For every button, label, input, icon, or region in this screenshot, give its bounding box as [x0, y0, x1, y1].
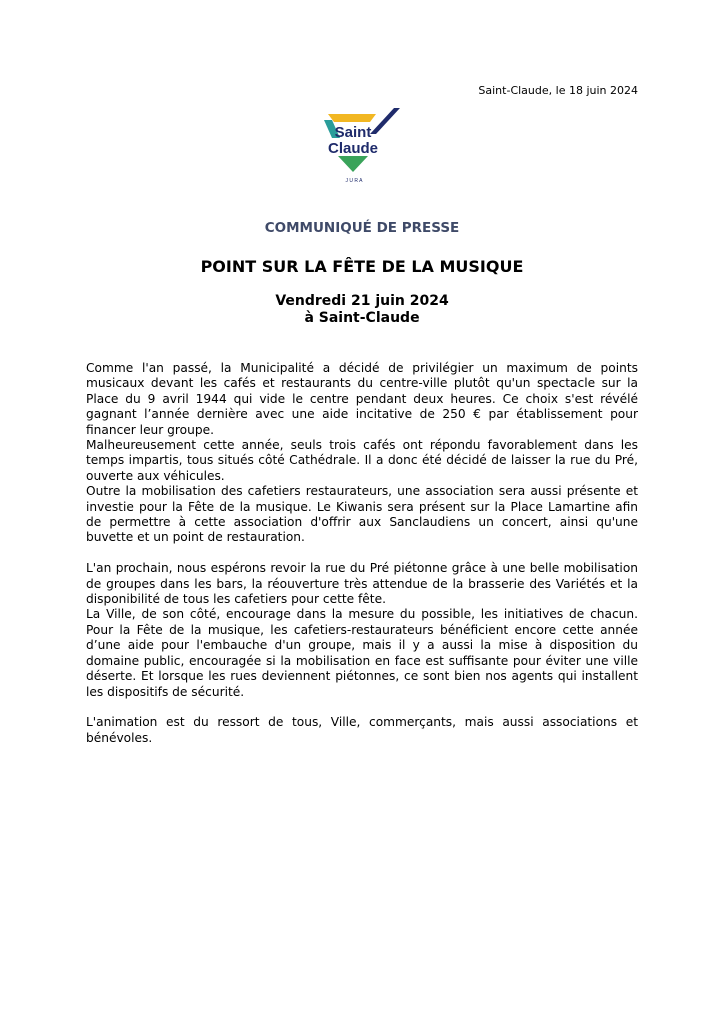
- date-line: Saint-Claude, le 18 juin 2024: [478, 84, 638, 97]
- event-date: Vendredi 21 juin 2024: [275, 293, 449, 309]
- event-date-block: [0, 293, 724, 327]
- press-release-label: COMMUNIQUÉ DE PRESSE: [264, 220, 460, 236]
- paragraph: La Ville, de son côté, encourage dans la mesure du possible, les initiatives de chacun. Pour la Fête de la musique, les cafetiers-restaurateurs bénéficient encore cette année d’une aide pour l'embauche d'un groupe, mais il y a aussi la mise à disposition du domaine public, encouragée si la mobilisation en face est suffisante pour éviter une ville déserte. Et lorsque les rues deviennent piétonnes, ce sont bien nos agents qui installent les dispositifs de sécurité.: [86, 607, 638, 699]
- event-place: à Saint-Claude: [304, 310, 420, 326]
- document-title: POINT SUR LA FÊTE DE LA MUSIQUE: [200, 257, 524, 276]
- paragraph: L'animation est du ressort de tous, Ville, commerçants, mais aussi associations et bénévoles.: [86, 715, 638, 745]
- paragraph: L'an prochain, nous espérons revoir la rue du Pré piétonne grâce à une belle mobilisation de groupes dans les bars, la réouverture très attendue de la brasserie des Variétés et la disponibilité de tous les cafetiers pour cette fête.: [86, 561, 638, 607]
- logo-line1: Saint: [334, 124, 372, 141]
- paragraph: Malheureusement cette année, seuls trois cafés ont répondu favorablement dans les temps impartis, tous situés côté Cathédrale. Il a donc été décidé de laisser la rue du Pré, ouverte aux véhicules.: [86, 438, 638, 483]
- body-text: [86, 361, 638, 746]
- paragraph: Comme l'an passé, la Municipalité a décidé de privilégier un maximum de points musicaux devant les cafés et restaurants du centre-ville plutôt qu'un spectacle sur la Place du 9 avril 1944 qui vide le centre pendant deux heures. Ce choix s'est révélé gagnant l’année dernière avec une aide incitative de 250 € par établissement pour financer leur groupe.: [86, 361, 638, 437]
- saint-claude-logo: [320, 106, 404, 186]
- logo-line2: Claude: [327, 140, 379, 157]
- paragraph: Outre la mobilisation des cafetiers restaurateurs, une association sera aussi présente et investie pour la Fête de la musique. Le Kiwanis sera présent sur la Place Lamartine afin de permettre à cette association d'offrir aux Sanclaudiens un concert, ainsi qu'une buvette et un point de restauration.: [86, 484, 638, 545]
- logo-line3: J U R A: [345, 178, 363, 184]
